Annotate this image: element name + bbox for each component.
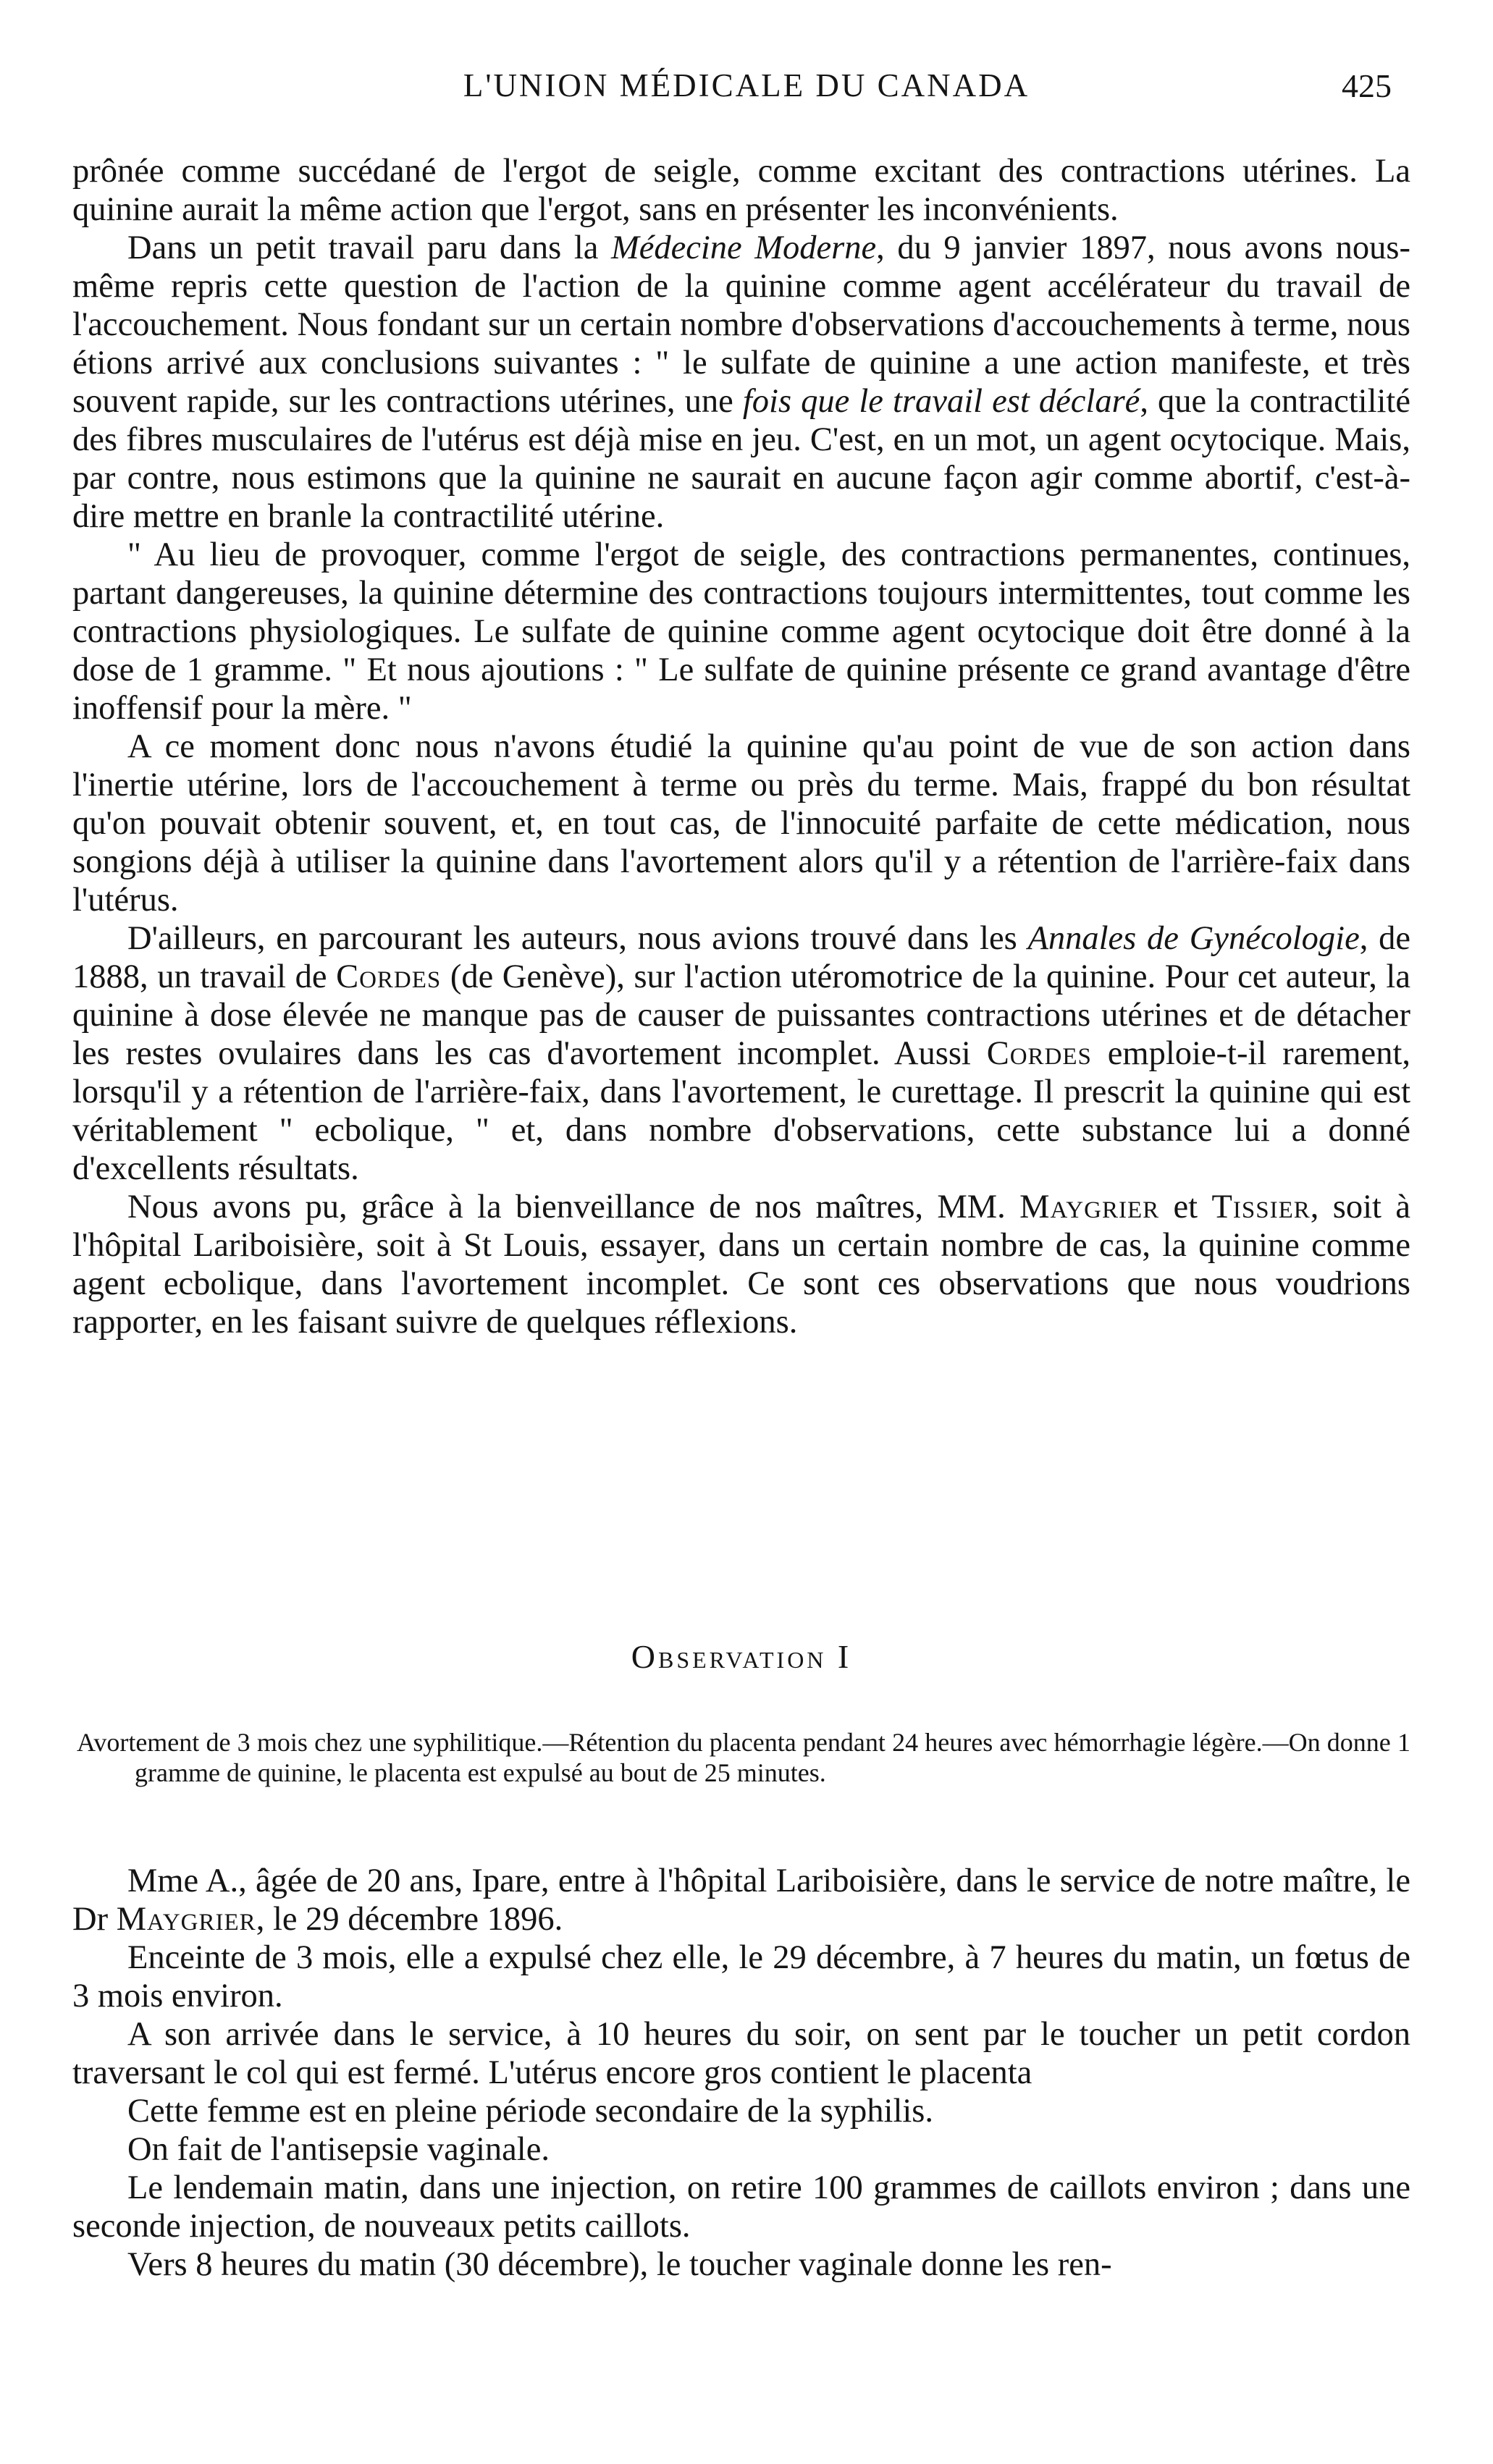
obs-paragraph-5: On fait de l'antisepsie vaginale. xyxy=(127,2131,550,2168)
p6-text-a: Nous avons pu, grâce à la bienveillance de nos maîtres, MM. xyxy=(127,1189,1020,1225)
name-tissier: Tissier xyxy=(1211,1189,1311,1225)
p5-text-c: (de Genève), sur l'action utéromotrice de la quinine. Pour cet auteur, la quinine à dose élevée ne manque pas de causer de puissantes contractions utérines et de détacher les restes ovulaires dans les cas d'avortement incomplet. Aussi xyxy=(72,958,1410,1072)
observation-summary: Avortement de 3 mois chez une syphilitique.—Rétention du placenta pendant 24 heures avec hémorrhagie légère.—On donne 1 gramme de quinine, le placenta est expulsé au bout de 25 minutes. xyxy=(77,1728,1410,1787)
p2-text-b: , du 9 janvier 1897, nous avons nous-même repris cette question de l'action de la quinine comme agent accélérateur du travail de l'accouchement. Nous fondant sur un certain nombre d'observations d'accouchements à terme, nous étions arrivé aux conclusions suivantes : " le sulfate de quinine a une action manifeste, et très souvent rapide, sur les contractions utérines, une xyxy=(72,229,1410,420)
obs-p1-text-a: Mme A., âgée de 20 ans, Ipare, entre à l'hôpital Lariboisière, dans le service de notre maître, le Dr xyxy=(72,1862,1410,1938)
obs-paragraph-1 xyxy=(72,1862,1410,1938)
p5-text-b: , de 1888, un travail de xyxy=(72,920,1411,995)
running-header xyxy=(72,67,1421,110)
p2-emphasis: fois que le travail est déclaré xyxy=(742,383,1140,420)
p6-text-b: et xyxy=(1159,1189,1212,1225)
author-cordes-2: Cordes xyxy=(986,1035,1092,1072)
running-title: L'UNION MÉDICALE DU CANADA xyxy=(463,67,1030,104)
observation-heading-block xyxy=(72,1637,1410,1676)
obs-paragraph-7: Vers 8 heures du matin (30 décembre), le toucher vaginale donne les ren- xyxy=(127,2246,1112,2283)
p5-text-d: emploie-t-il rarement, lorsqu'il y a rétention de l'arrière-faix, dans l'avortement, le curettage. Il prescrit la quinine qui est véritablement " ecbolique, " et, dans nombre d'observations, cette substance lui a donné d'excellents résultats. xyxy=(72,1035,1410,1187)
paragraph-5 xyxy=(72,919,1410,1188)
observation-summary-block xyxy=(77,1727,1410,1788)
observation-body xyxy=(72,1862,1410,2284)
obs-p1-text-b: , le 29 décembre 1896. xyxy=(256,1901,563,1938)
p2-text-c: , que la contractilité des fibres musculaires de l'utérus est déjà mise en jeu. C'est, en un mot, un agent ocytocique. Mais, par contre, nous estimons que la quinine ne saurait en aucune façon agir comme abortif, c'est-à-dire mettre en branle la contractilité utérine. xyxy=(72,383,1410,535)
obs-paragraph-2: Enceinte de 3 mois, elle a expulsé chez elle, le 29 décembre, à 7 heures du matin, un fœtus de 3 mois environ. xyxy=(72,1939,1410,2014)
obs-paragraph-4: Cette femme est en pleine période secondaire de la syphilis. xyxy=(127,2093,934,2130)
paragraph-4: A ce moment donc nous n'avons étudié la quinine qu'au point de vue de son action dans l'inertie utérine, lors de l'accouchement à terme ou près du terme. Mais, frappé du bon résultat qu'on pouvait obtenir souvent, et, en tout cas, de l'innocuité parfaite de cette médication, nous songions déjà à utiliser la quinine dans l'avortement alors qu'il y a rétention de l'arrière-faix dans l'utérus. xyxy=(72,728,1410,919)
page-number: 425 xyxy=(1342,67,1392,104)
paragraph-1: prônée comme succédané de l'ergot de seigle, comme excitant des contractions utérines. La quinine aurait la même action que l'ergot, sans en présenter les inconvénients. xyxy=(72,153,1410,228)
author-cordes: Cordes xyxy=(336,958,442,995)
p2-text-a: Dans un petit travail paru dans la xyxy=(127,229,611,266)
name-maygrier-2: Maygrier xyxy=(116,1901,256,1938)
journal-title-medecine-moderne: Médecine Moderne xyxy=(610,229,877,266)
body-text xyxy=(72,152,1410,1341)
paragraph-2 xyxy=(72,229,1410,536)
observation-heading: Observation I xyxy=(631,1638,852,1675)
journal-title-annales: Annales de Gynécologie xyxy=(1027,920,1360,957)
p6-text-c: , soit à l'hôpital Lariboisière, soit à St Louis, essayer, dans un certain nombre de cas, la quinine comme agent ecbolique, dans l'avortement incomplet. Ce sont ces observations que nous voudrions rapporter, en les faisant suivre de quelques réflexions. xyxy=(72,1189,1411,1341)
p5-text-a: D'ailleurs, en parcourant les auteurs, nous avions trouvé dans les xyxy=(127,920,1028,957)
obs-paragraph-3: A son arrivée dans le service, à 10 heures du soir, on sent par le toucher un petit cordon traversant le col qui est fermé. L'utérus encore gros contient le placenta xyxy=(72,2016,1410,2091)
obs-paragraph-6: Le lendemain matin, dans une injection, on retire 100 grammes de caillots environ ; dans une seconde injection, de nouveaux petits caillots. xyxy=(72,2169,1410,2245)
name-maygrier: Maygrier xyxy=(1019,1189,1160,1225)
paragraph-3: " Au lieu de provoquer, comme l'ergot de seigle, des contractions permanentes, continues, partant dangereuses, la quinine détermine des contractions toujours intermittentes, tout comme les contractions physiologiques. Le sulfate de quinine comme agent ocytocique doit être donné à la dose de 1 gramme. " Et nous ajoutions : " Le sulfate de quinine présente ce grand avantage d'être inoffensif pour la mère. " xyxy=(72,536,1410,727)
paragraph-6 xyxy=(72,1188,1410,1341)
